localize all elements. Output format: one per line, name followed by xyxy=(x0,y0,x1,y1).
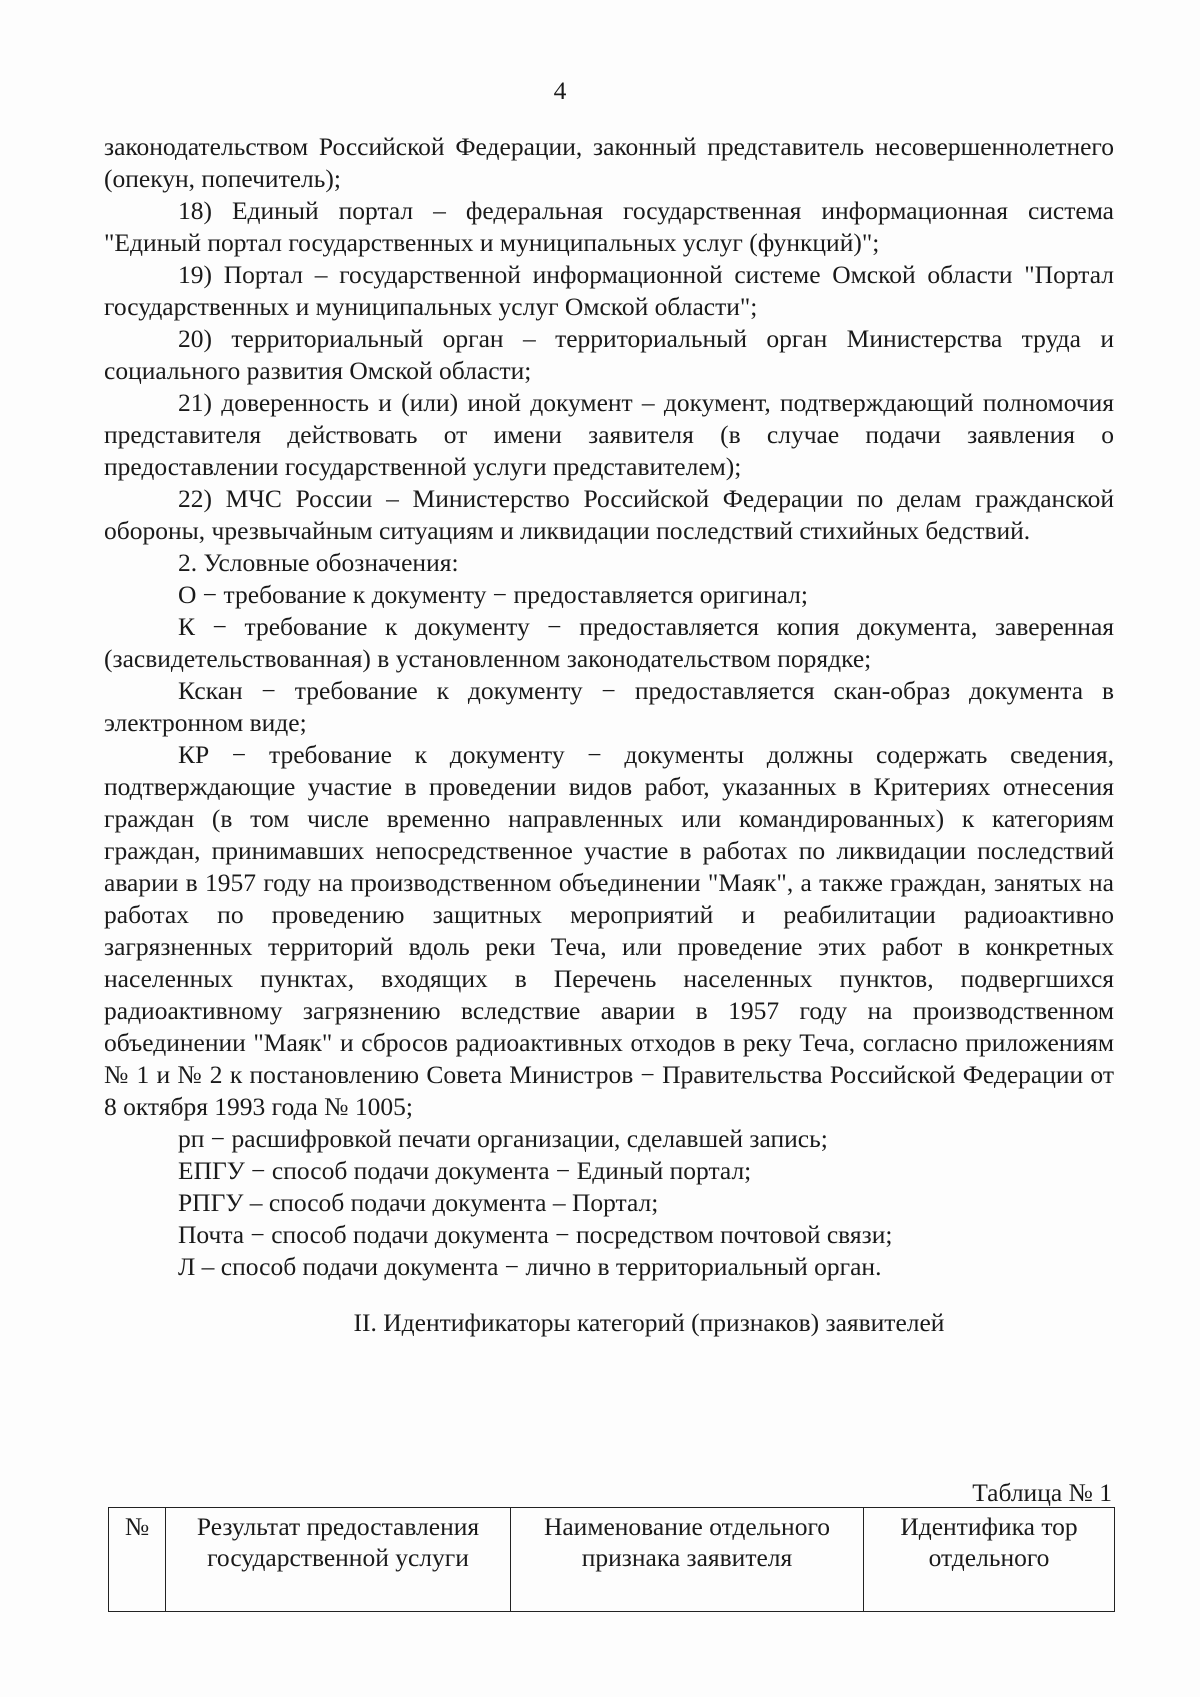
paragraph: О − требование к документу − предоставляется оригинал; xyxy=(178,580,808,609)
table-header-row xyxy=(109,1508,1115,1612)
paragraph: 18) Единый портал – федеральная государственная информационная система "Единый портал государственных и муниципальных услуг (функций)"; xyxy=(104,196,1114,257)
paragraph: РПГУ – способ подачи документа – Портал; xyxy=(178,1188,659,1217)
section-heading: II. Идентификаторы категорий (признаков) заявителей xyxy=(353,1308,945,1337)
table-caption: Таблица № 1 xyxy=(972,1478,1112,1507)
paragraph: 20) территориальный орган – территориальный орган Министерства труда и социального развития Омской области; xyxy=(104,324,1114,385)
table-header-cell: Идентифика тор отдельного xyxy=(864,1508,1115,1612)
paragraph: 19) Портал – государственной информационной системе Омской области "Портал государственных и муниципальных услуг Омской области"; xyxy=(104,260,1114,321)
document-body xyxy=(104,131,1114,1339)
identifiers-table xyxy=(108,1507,1115,1612)
table-header-cell: № xyxy=(109,1508,166,1612)
paragraph: 2. Условные обозначения: xyxy=(178,548,459,577)
paragraph: К − требование к документу − предоставляется копия документа, заверенная (засвидетельствованная) в установленном законодательством порядке; xyxy=(104,612,1114,673)
paragraph: 22) МЧС России – Министерство Российской Федерации по делам гражданской обороны, чрезвычайным ситуациям и ликвидации последствий стихийных бедствий. xyxy=(104,484,1114,545)
paragraph: законодательством Российской Федерации, законный представитель несовершеннолетнего (опекун, попечитель); xyxy=(104,132,1114,193)
paragraph: ЕПГУ − способ подачи документа − Единый портал; xyxy=(178,1156,752,1185)
table-header-cell: Наименование отдельного признака заявителя xyxy=(511,1508,864,1612)
paragraph: КР − требование к документу − документы должны содержать сведения, подтверждающие участие в проведении видов работ, указанных в Критериях отнесения граждан (в том числе временно направленных или командированных) к категориям граждан, принимавших непосредственное участие в работах по ликвидации последствий аварии в 1957 году на производственном объединении "Маяк", а также граждан, занятых на работах по проведению защитных мероприятий и реабилитации радиоактивно загрязненных территорий вдоль реки Теча, или проведение этих работ в конкретных населенных пунктах, входящих в Перечень населенных пунктов, подвергшихся радиоактивному загрязнению вследствие аварии в 1957 году на производственном объединении "Маяк" и сбросов радиоактивных отходов в реку Теча, согласно приложениям № 1 и № 2 к постановлению Совета Министров − Правительства Российской Федерации от 8 октября 1993 года № 1005; xyxy=(104,740,1114,1121)
paragraph: Кскан − требование к документу − предоставляется скан-образ документа в электронном виде; xyxy=(104,676,1114,737)
table-header-cell: Результат предоставления государственной услуги xyxy=(166,1508,511,1612)
page-number: 4 xyxy=(553,76,567,105)
paragraph: рп − расшифровкой печати организации, сделавшей запись; xyxy=(178,1124,828,1153)
paragraph: Л – способ подачи документа − лично в территориальный орган. xyxy=(178,1252,882,1281)
paragraph: 21) доверенность и (или) иной документ – документ, подтверждающий полномочия представителя действовать от имени заявителя (в случае подачи заявления о предоставлении государственной услуги представителем); xyxy=(104,388,1114,481)
paragraph: Почта − способ подачи документа − посредством почтовой связи; xyxy=(178,1220,893,1249)
